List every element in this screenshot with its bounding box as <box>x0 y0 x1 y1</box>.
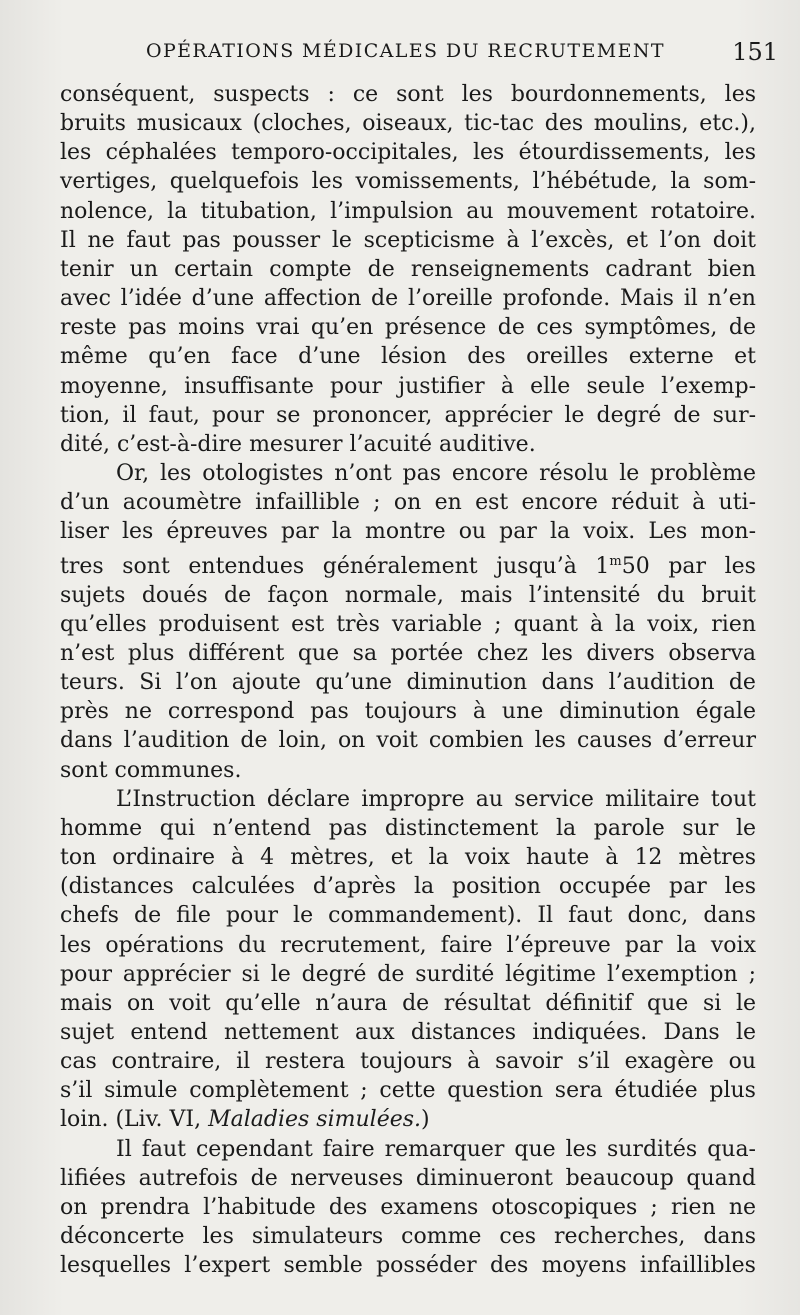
text-line: dans l’audition de loin, on voit combien les causes d’erreur <box>60 728 756 754</box>
text-line: on prendra l’habitude des examens otoscopiques ; rien ne <box>60 1194 757 1220</box>
text-line: Il ne faut pas pousser le scepticisme à l’excès, et l’on doit <box>60 227 757 253</box>
text-line: dité, c’est-à-dire mesurer l’acuité auditive. <box>60 431 536 457</box>
text-line: teurs. Si l’on ajoute qu’une diminution dans l’audition de <box>60 670 756 696</box>
running-head <box>60 38 778 70</box>
line-start: loin. (Liv. VI, <box>60 1107 209 1133</box>
text-line: même qu’en face d’une lésion des oreilles externe et <box>60 344 757 370</box>
text-line: avec l’idée d’une affection de l’oreille profonde. Mais il n’en <box>60 286 756 312</box>
text-line: L’Instruction déclare impropre au service militaire tout <box>116 786 757 812</box>
text-line: près ne correspond pas toujours à une diminution égale <box>60 699 756 725</box>
paragraph-2 <box>60 459 756 785</box>
text-line: les céphalées temporo-occipitales, les étourdissements, les <box>60 140 756 166</box>
text-line: ton ordinaire à 4 mètres, et la voix haute à 12 mètres <box>60 845 757 871</box>
text-line: pour apprécier si le degré de surdité légitime l’exemption ; <box>60 961 756 987</box>
text-line: cas contraire, il restera toujours à savoir s’il exagère ou <box>60 1049 757 1075</box>
text-line: les opérations du recrutement, faire l’épreuve par la voix <box>60 932 756 958</box>
text-line: bruits musicaux (cloches, oiseaux, tic-tac des moulins, etc.), <box>60 111 756 137</box>
text-line: qu’elles produisent est très variable ; quant à la voix, rien <box>60 611 757 637</box>
text-line: lesquelles l’expert semble posséder des moyens infaillibles <box>60 1253 756 1279</box>
text-line: conséquent, suspects : ce sont les bourdonnements, les <box>60 82 757 107</box>
text-line: n’est plus différent que sa portée chez les divers observa <box>60 640 757 666</box>
text-line: (distances calculées d’après la position occupée par les <box>60 874 756 900</box>
body-text <box>60 80 756 1280</box>
text-line: nolence, la titubation, l’impulsion au mouvement rotatoire. <box>60 198 756 224</box>
text-line: tenir un certain compte de renseignements cadrant bien <box>60 256 756 282</box>
text-line: tion, il faut, pour se prononcer, apprécier le degré de sur- <box>60 402 757 428</box>
text-line-with-citation <box>60 1105 756 1134</box>
line-end: 50 par les <box>621 553 756 579</box>
text-line: liser les épreuves par la montre ou par la voix. Les mon- <box>60 519 757 545</box>
text-line: chefs de file pour le commandement). Il faut donc, dans <box>60 903 757 929</box>
line-start: tres sont entendues généralement jusqu’à 1 <box>60 553 610 579</box>
text-line: vertiges, quelquefois les vomissements, l’hébétude, la som- <box>60 169 756 195</box>
text-line: sont communes. <box>60 757 242 783</box>
text-line: reste pas moins vrai qu’en présence de ces symptômes, de <box>60 315 757 341</box>
text-line-with-measure <box>60 547 756 581</box>
text-line: sujet entend nettement aux distances indiquées. Dans le <box>60 1020 757 1045</box>
paragraph-1 <box>60 80 756 459</box>
text-line: homme qui n’entend pas distinctement la parole sur le <box>60 815 757 841</box>
page-number: 151 <box>732 38 778 66</box>
text-line: déconcerte les simulateurs comme ces recherches, dans <box>60 1224 756 1250</box>
text-line: mais on voit qu’elle n’aura de résultat définitif que si le <box>60 990 757 1016</box>
citation-title: Maladies simulées. <box>208 1107 422 1133</box>
text-line: sujets doués de façon normale, mais l’intensité du bruit <box>60 582 757 608</box>
line-end: ) <box>421 1107 430 1133</box>
text-line: Or, les otologistes n’ont pas encore résolu le problème <box>116 461 757 487</box>
text-line: Il faut cependant faire remarquer que les surdités qua- <box>116 1136 756 1162</box>
text-line: moyenne, insuffisante pour justifier à elle seule l’exemp- <box>60 373 757 399</box>
paragraph-3 <box>60 785 756 1135</box>
running-title: OPÉRATIONS MÉDICALES DU RECRUTEMENT <box>146 40 665 62</box>
meter-superscript: m <box>609 553 622 569</box>
text-line: lifiées autrefois de nerveuses diminueront beaucoup quand <box>60 1165 757 1191</box>
text-line: d’un acoumètre infaillible ; on en est encore réduit à uti- <box>60 490 757 516</box>
paragraph-4 <box>60 1135 756 1281</box>
text-line: s’il simule complètement ; cette question sera étudiée plus <box>60 1078 756 1104</box>
